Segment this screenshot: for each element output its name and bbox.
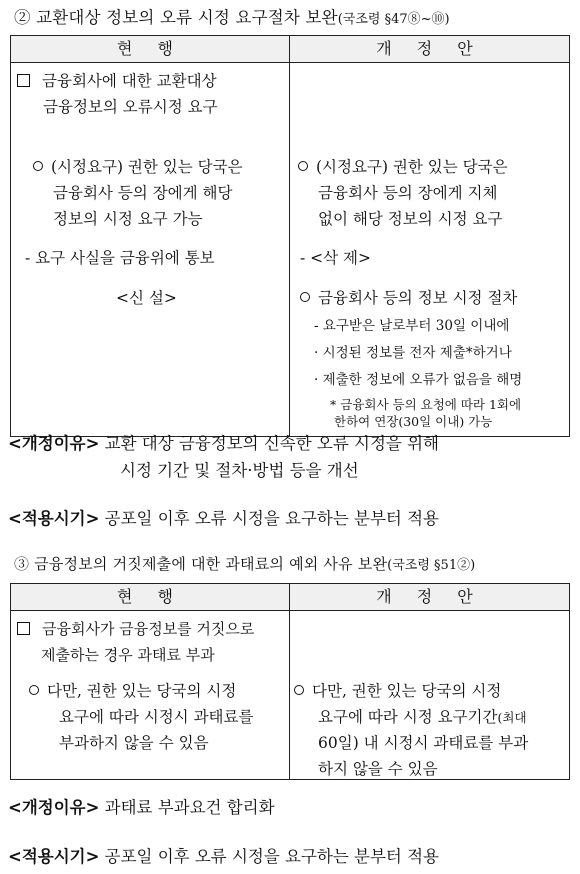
circle-bullet-icon bbox=[294, 685, 304, 695]
reason-text-line1: 교환 대상 금융정보의 신속한 오류 시정을 위해 bbox=[104, 434, 439, 453]
reason-label: <개정이유> bbox=[8, 798, 100, 817]
section2-proposed-sub3: · 제출한 정보에 오류가 없음을 해명 bbox=[314, 372, 523, 388]
timing-label: <적용시기> bbox=[8, 847, 100, 866]
section3-current-item1 bbox=[17, 617, 254, 641]
square-bullet-icon bbox=[17, 622, 30, 635]
section2-reason bbox=[8, 431, 439, 457]
text: 다만, 권한 있는 당국의 시정 bbox=[47, 682, 237, 700]
section3-title-text: ③ 금융정보의 거짓제출에 대한 과태료의 예외 사유 보완 bbox=[14, 555, 388, 573]
section3-reason bbox=[8, 795, 275, 821]
text: 금융회사에 대한 교환대상 bbox=[42, 72, 217, 90]
section3-timing bbox=[8, 844, 439, 870]
section2-current-item1 bbox=[17, 69, 217, 93]
section2-current-item2 bbox=[33, 155, 243, 179]
section2-current-new-marker: <신 설> bbox=[116, 289, 177, 307]
section3-proposed-item1-line3: 60일) 내 시정시 과태료를 부과 bbox=[318, 734, 529, 752]
section2-current-item2-line2: 금융회사 등의 장에게 해당 bbox=[53, 184, 233, 202]
timing-text: 공포일 이후 오류 시정을 요구하는 분부터 적용 bbox=[104, 847, 439, 866]
section2-current-item2-line3: 정보의 시정 요구 가능 bbox=[53, 210, 203, 228]
section2-proposed-note-line1: * 금융회사 등의 요청에 따라 1회에 bbox=[330, 397, 522, 412]
text: (시정요구) 권한 있는 당국은 bbox=[316, 158, 508, 176]
section3-ref: (국조령 §51②) bbox=[387, 558, 476, 573]
text: 금융회사 등의 정보 시정 절차 bbox=[318, 289, 518, 307]
text: 요구에 따라 시정 요구기간 bbox=[318, 708, 498, 726]
section3-current-item2-line2: 요구에 따라 시정시 과태료를 bbox=[59, 708, 254, 726]
section2-col-current: 현 행 bbox=[11, 36, 290, 63]
section2-proposed-item1-line3: 없이 해당 정보의 시정 요구 bbox=[318, 210, 503, 228]
section2-reason-line2: 시정 기간 및 절차·방법 등을 개선 bbox=[120, 461, 359, 480]
section3-current-item2-line3: 부과하지 않을 수 있음 bbox=[59, 734, 209, 752]
section3-proposed-item1-line4: 하지 않을 수 있음 bbox=[318, 760, 438, 778]
text: (시정요구) 권한 있는 당국은 bbox=[51, 158, 243, 176]
square-bullet-icon bbox=[17, 74, 30, 87]
timing-label: <적용시기> bbox=[8, 509, 100, 528]
section2-title bbox=[14, 4, 450, 28]
section2-current-item1-line2: 금융정보의 오류시정 요구 bbox=[43, 98, 218, 116]
section3-title bbox=[14, 553, 475, 574]
section3-proposed-item1 bbox=[294, 679, 501, 703]
section2-proposed-sub1: - 요구받은 날로부터 30일 이내에 bbox=[314, 318, 510, 334]
reason-label: <개정이유> bbox=[8, 434, 100, 453]
section2-ref: (국조령 §47⑧~⑩) bbox=[337, 12, 450, 27]
section2-proposed-item3 bbox=[300, 286, 517, 310]
section3-current-cell bbox=[11, 611, 290, 780]
section3-proposed-cell bbox=[290, 611, 570, 780]
section2-col-proposed: 개 정 안 bbox=[290, 36, 570, 63]
section3-comparison-table bbox=[10, 583, 570, 780]
section2-current-cell bbox=[11, 63, 290, 437]
section3-col-proposed: 개 정 안 bbox=[290, 584, 570, 611]
text: 다만, 권한 있는 당국의 시정 bbox=[312, 682, 502, 700]
section3-col-current: 현 행 bbox=[11, 584, 290, 611]
section3-proposed-item1-line2 bbox=[318, 705, 527, 730]
section2-timing bbox=[8, 506, 439, 532]
section2-proposed-note-line2: 한하여 연장(30일 이내) 가능 bbox=[334, 414, 493, 429]
section2-proposed-item1 bbox=[298, 155, 508, 179]
circle-bullet-icon bbox=[29, 685, 39, 695]
section3-current-item2 bbox=[29, 679, 236, 703]
section2-proposed-sub2: · 시정된 정보를 전자 제출*하거나 bbox=[314, 345, 512, 361]
section2-current-item3: - 요구 사실을 금융위에 통보 bbox=[25, 249, 215, 267]
circle-bullet-icon bbox=[300, 292, 310, 302]
section2-proposed-item1-line2: 금융회사 등의 장에게 지체 bbox=[318, 184, 498, 202]
circle-bullet-icon bbox=[33, 161, 43, 171]
section2-proposed-deleted: - <삭 제> bbox=[300, 249, 372, 267]
reason-text: 과태료 부과요건 합리화 bbox=[104, 798, 275, 817]
text-small: (최대 bbox=[497, 710, 527, 725]
section3-current-item1-line2: 제출하는 경우 과태료 부과 bbox=[41, 646, 215, 664]
text: 금융회사가 금융정보를 거짓으로 bbox=[42, 620, 255, 638]
timing-text: 공포일 이후 오류 시정을 요구하는 분부터 적용 bbox=[104, 509, 439, 528]
section2-title-text: ② 교환대상 정보의 오류 시정 요구절차 보완 bbox=[14, 8, 338, 27]
section2-proposed-cell bbox=[290, 63, 570, 437]
section2-comparison-table bbox=[10, 35, 570, 437]
circle-bullet-icon bbox=[298, 161, 308, 171]
